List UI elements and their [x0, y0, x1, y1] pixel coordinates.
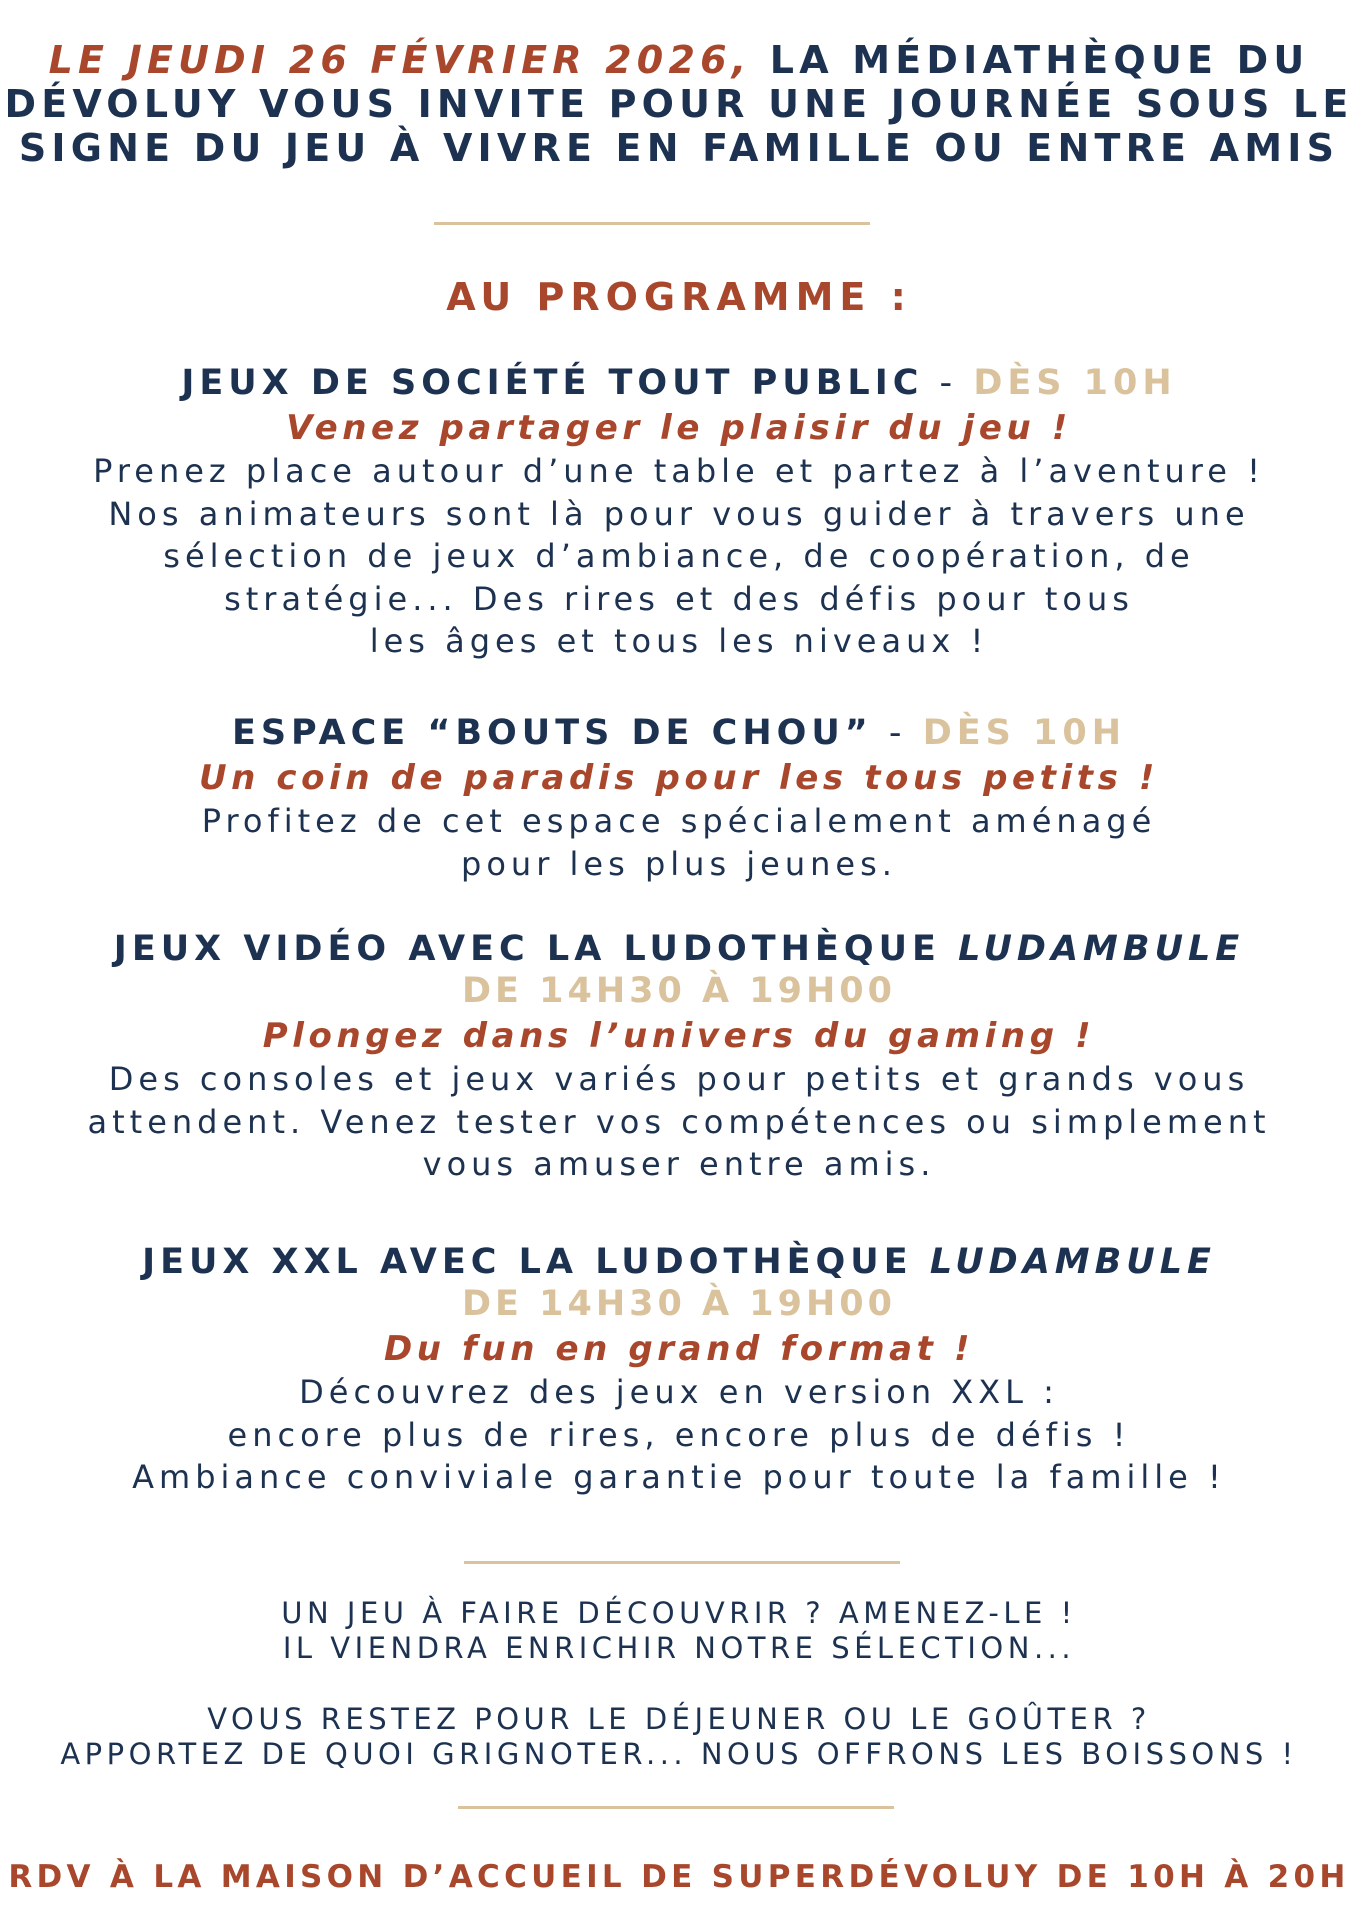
section-time: DE 14H30 À 19H00 — [461, 1284, 896, 1324]
venue-footer: RDV À LA MAISON D’ACCUEIL DE SUPERDÉVOLUY DE 10H À 20H — [8, 1859, 1350, 1895]
section-title-text: JEUX VIDÉO AVEC LA LUDOTHÈQUE — [113, 929, 959, 969]
description-line: Profitez de cet espace spécialement aménagé — [201, 802, 1157, 840]
event-date: LE JEUDI 26 FÉVRIER 2026, — [48, 38, 752, 82]
divider-bottom — [458, 1806, 894, 1809]
heading-line-1-rest: LA MÉDIATHÈQUE DU — [751, 38, 1310, 82]
section-tagline: Du fun en grand format ! — [383, 1329, 975, 1369]
section-title — [0, 362, 1358, 404]
bring-a-game-note — [0, 1596, 1358, 1666]
description-line: les âges et tous les niveaux ! — [369, 622, 989, 660]
section-board-games — [0, 362, 1358, 663]
brand-name: LUDAMBULE — [929, 1242, 1216, 1282]
description-line: encore plus de rires, encore plus de défis ! — [227, 1415, 1131, 1454]
description-line: pour les plus jeunes. — [461, 844, 897, 883]
description-line: Ambiance conviviale garantie pour toute la famille ! — [132, 1458, 1226, 1496]
title-separator: - — [923, 363, 974, 403]
section-video-games — [0, 928, 1358, 1186]
invitation-heading — [0, 38, 1358, 170]
section-description — [0, 450, 1358, 663]
section-description — [0, 1371, 1358, 1499]
lunch-snack-note — [0, 1702, 1358, 1772]
section-title — [0, 712, 1358, 754]
description-line: attendent. Venez tester vos compétences ou simplement — [87, 1102, 1271, 1141]
programme-title: AU PROGRAMME : — [446, 275, 912, 319]
info-line: IL VIENDRA ENRICHIR NOTRE SÉLECTION... — [282, 1631, 1076, 1665]
divider-middle — [464, 1561, 900, 1564]
info-line: UN JEU À FAIRE DÉCOUVRIR ? AMENEZ-LE ! — [281, 1596, 1077, 1630]
section-xxl-games — [0, 1241, 1358, 1499]
description-line: Nos animateurs sont là pour vous guider à travers une — [108, 494, 1250, 533]
section-title — [0, 1241, 1358, 1283]
heading-line-2: DÉVOLUY VOUS INVITE POUR UNE JOURNÉE SOUS LE — [4, 82, 1354, 126]
divider-top — [434, 222, 870, 225]
section-time: DÈS 10H — [922, 713, 1127, 753]
section-description — [0, 1058, 1358, 1186]
description-line: stratégie... Des rires et des défis pour tous — [224, 579, 1134, 618]
section-title-text: ESPACE “BOUTS DE CHOU” — [231, 713, 873, 753]
brand-name: LUDAMBULE — [958, 929, 1245, 969]
section-title-text: JEUX DE SOCIÉTÉ TOUT PUBLIC — [181, 363, 924, 403]
heading-line-1 — [0, 38, 1358, 82]
info-line: APPORTEZ DE QUOI GRIGNOTER... NOUS OFFRONS LES BOISSONS ! — [60, 1737, 1298, 1771]
info-line: VOUS RESTEZ POUR LE DÉJEUNER OU LE GOÛTER ? — [207, 1702, 1151, 1736]
section-tagline: Venez partager le plaisir du jeu ! — [286, 408, 1072, 448]
description-line: Découvrez des jeux en version XXL : — [299, 1373, 1059, 1411]
section-time: DE 14H30 À 19H00 — [461, 971, 896, 1011]
description-line: sélection de jeux d’ambiance, de coopération, de — [163, 537, 1195, 575]
title-separator: - — [872, 713, 923, 753]
section-time: DÈS 10H — [973, 363, 1177, 403]
heading-line-3: SIGNE DU JEU À VIVRE EN FAMILLE OU ENTRE AMIS — [18, 126, 1340, 170]
description-line: Prenez place autour d’une table et partez à l’aventure ! — [93, 452, 1265, 490]
section-tagline: Un coin de paradis pour les tous petits ! — [198, 758, 1160, 798]
description-line: Des consoles et jeux variés pour petits et grands vous — [108, 1060, 1250, 1098]
section-tagline: Plongez dans l’univers du gaming ! — [262, 1016, 1096, 1056]
section-description — [0, 800, 1358, 885]
section-title — [0, 928, 1358, 970]
section-title-text: JEUX XXL AVEC LA LUDOTHÈQUE — [142, 1242, 930, 1282]
section-kids-space — [0, 712, 1358, 885]
description-line: vous amuser entre amis. — [422, 1145, 936, 1183]
